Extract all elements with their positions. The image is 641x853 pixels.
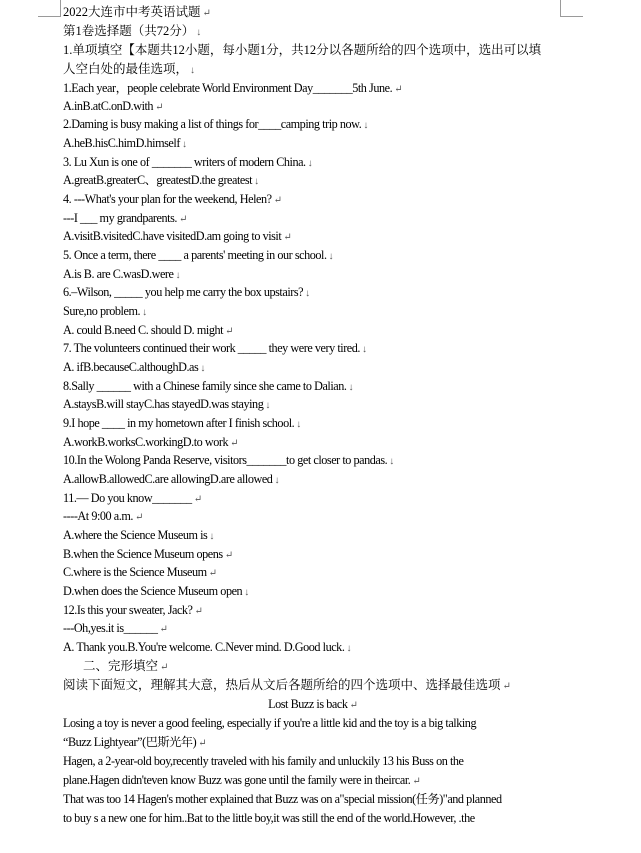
passage-text: plane.Hagen didn'teven know Buzz was gone until the family were in theircar. ↵ (63, 773, 421, 787)
question-text: 1.Each year，people celebrate World Environment Day_______5th June. ↵ (63, 81, 403, 95)
question-text: 9.I hope ____ in my hometown after I finish school. ↓ (63, 416, 302, 430)
question-text: 10.In the Wolong Panda Reserve, visitors_______to get closer to pandas. ↓ (63, 453, 395, 467)
margin-corner-mark (38, 0, 61, 17)
dialogue-line: ---Oh,yes.it is______ ↵ (63, 621, 168, 635)
section-instruction: 1.单项填空【本题共12小题，每小题1分，共12分以各题所给的四个选项中，选出可以填 (63, 43, 542, 57)
answer-options: A.staysB.will stayC.has stayedD.was staying ↓ (63, 397, 271, 411)
answer-options: A.heB.hisC.himD.himself ↓ (63, 136, 187, 150)
question-text: 12.Is this your sweater, Jack? ↵ (63, 603, 203, 617)
answer-option: B.when the Science Museum opens ↵ (63, 547, 234, 561)
question-text: 8.Sally ______ with a Chinese family since she came to Dalian. ↓ (63, 379, 354, 393)
answer-options: A.visitB.visitedC.have visitedD.am going to visit ↵ (63, 229, 292, 243)
section-instruction: 人空白处的最佳选项， ↓ (63, 62, 196, 76)
question-text: 4. ---What's your plan for the weekend, Helen? ↵ (63, 192, 282, 206)
answer-options: A.allowB.allowedC.are allowingD.are allowed ↓ (63, 472, 280, 486)
dialogue-line: ---I ___ my grandparents. ↵ (63, 211, 188, 225)
answer-options: A. could B.need C. should D. might ↵ (63, 323, 234, 337)
section-heading: 二、完形填空 ↵ (83, 659, 169, 673)
passage-text: That was too 14 Hagen's mother explained that Buzz was on a"special mission(任务)"and planned (63, 792, 502, 806)
question-text: 7. The volunteers continued their work _____ they were very tired. ↓ (63, 341, 368, 355)
answer-options: A.workB.worksC.workingD.to work ↵ (63, 435, 239, 449)
answer-option: C.where is the Science Museum ↵ (63, 565, 218, 579)
answer-options: A.greatB.greaterC、greatestD.the greatest ↓ (63, 173, 260, 187)
section-instruction: 阅读下面短文，理解其大意，热后从文后各题所给的四个选项中、选择最佳选项 ↵ (63, 678, 511, 692)
passage-text: Losing a toy is never a good feeling, especially if you're a little kid and the toy is a big talking (63, 716, 477, 730)
question-text: 11.— Do you know_______ ↵ (63, 491, 203, 505)
dialogue-line: Sure,no problem. ↓ (63, 304, 148, 318)
dialogue-line: ----At 9:00 a.m. ↵ (63, 509, 144, 523)
question-text: 3. Lu Xun is one of _______ writers of modern China. ↓ (63, 155, 313, 169)
section-heading: 第1卷选择题（共72分） ↓ (63, 24, 202, 38)
passage-text: to buy s a new one for him..Bat to the little boy,it was still the end of the world.However, .the (63, 811, 475, 825)
question-text: 6.–Wilson, _____ you help me carry the box upstairs? ↓ (63, 285, 311, 299)
passage-text: “Buzz Lightyear”(巴斯光年) ↵ (63, 735, 207, 749)
answer-options: A. Thank you.B.You're welcome. C.Never mind. D.Good luck. ↓ (63, 640, 352, 654)
answer-options: A.is B. are C.wasD.were ↓ (63, 267, 181, 281)
answer-options: A.inB.atC.onD.with ↵ (63, 99, 164, 113)
document-title: 2022大连市中考英语试题 ↵ (63, 5, 211, 19)
question-text: 2.Daming is busy making a list of things for____camping trip now. ↓ (63, 117, 369, 131)
passage-text: Hagen, a 2-year-old boy,recently traveled with his family and unluckily 13 his Buss on the (63, 754, 464, 768)
question-text: 5. Once a term, there ____ a parents' meeting in our school. ↓ (63, 248, 334, 262)
answer-options: A. ifB.becauseC.althoughD.as ↓ (63, 360, 206, 374)
answer-option: A.where the Science Museum is ↓ (63, 528, 215, 542)
answer-option: D.when does the Science Museum open ↓ (63, 584, 250, 598)
passage-title: Lost Buzz is back ↵ (268, 697, 358, 711)
